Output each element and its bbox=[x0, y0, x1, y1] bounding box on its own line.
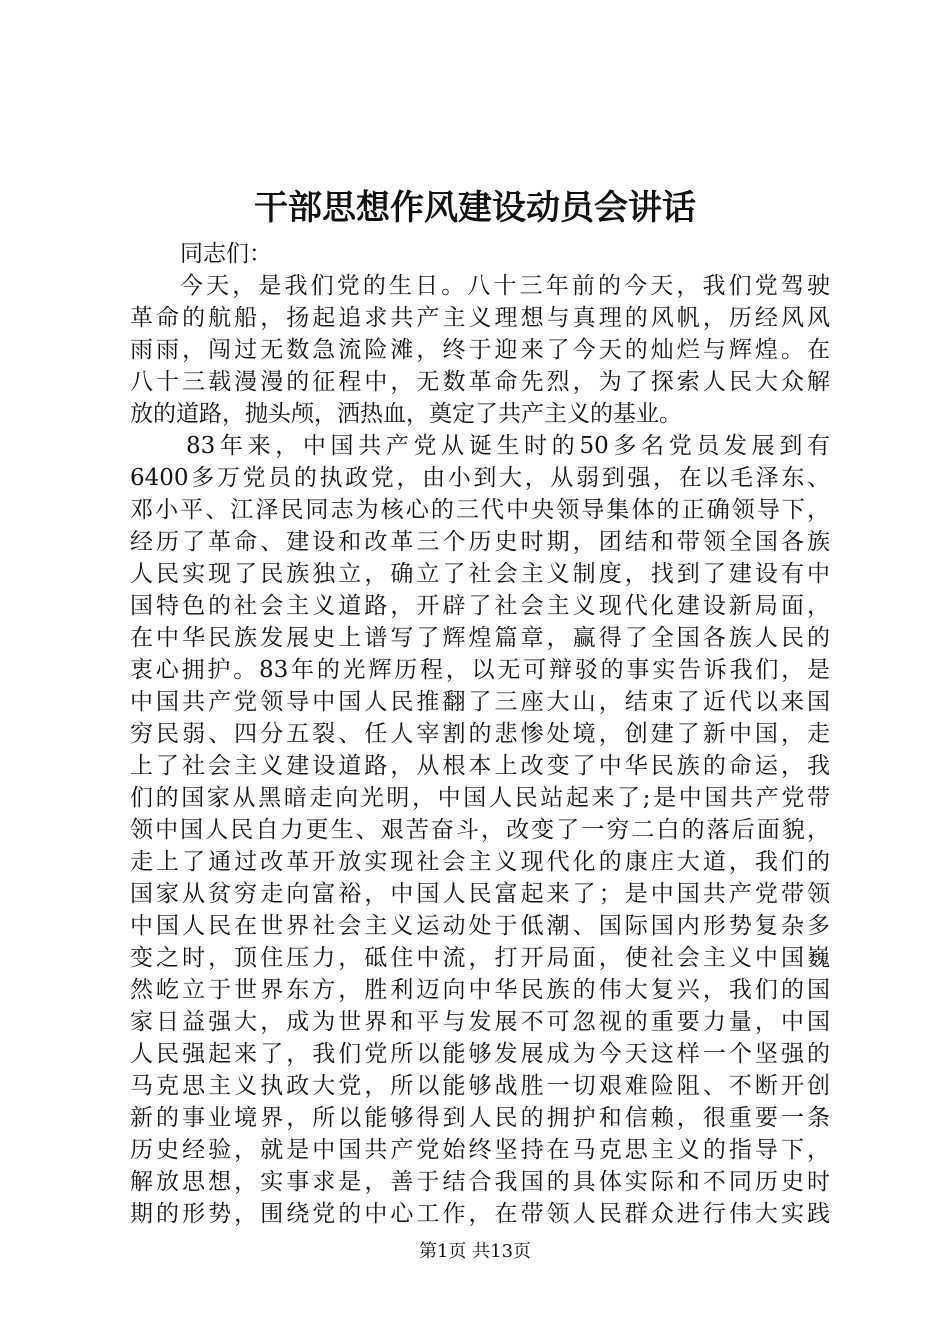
paragraph-line: 在中华民族发展史上谱写了辉煌篇章，赢得了全国各族人民的 bbox=[130, 625, 830, 651]
paragraph-line: 马克思主义执政大党，所以能够战胜一切艰难险阻、不断开创 bbox=[130, 1073, 830, 1099]
paragraph-line: 人民实现了民族独立，确立了社会主义制度，找到了建设有中 bbox=[130, 561, 830, 587]
greeting-line: 同志们： bbox=[180, 241, 272, 267]
paragraph-line: 变之时，顶住压力，砥住中流，打开局面，使社会主义中国巍 bbox=[130, 945, 830, 971]
paragraph-line: 衷心拥护。83年的光辉历程，以无可辩驳的事实告诉我们，是 bbox=[130, 657, 830, 683]
document-title: 干部思想作风建设动员会讲话 bbox=[254, 188, 696, 228]
paragraph-line: 中国共产党领导中国人民推翻了三座大山，结束了近代以来国 bbox=[130, 689, 830, 715]
paragraph-line: 历史经验，就是中国共产党始终坚持在马克思主义的指导下， bbox=[130, 1137, 830, 1163]
paragraph-line: 穷民弱、四分五裂、任人宰割的悲惨处境，创建了新中国，走 bbox=[130, 721, 830, 747]
paragraph-line: 新的事业境界，所以能够得到人民的拥护和信赖，很重要一条 bbox=[130, 1105, 830, 1131]
paragraph-line: 雨雨，闯过无数急流险滩，终于迎来了今天的灿烂与辉煌。在 bbox=[130, 337, 830, 363]
paragraph-line: 革命的航船，扬起追求共产主义理想与真理的风帆，历经风风 bbox=[130, 305, 830, 331]
paragraph-line: 上了社会主义建设道路，从根本上改变了中华民族的命运，我 bbox=[130, 753, 830, 779]
paragraph-line: 然屹立于世界东方，胜利迈向中华民族的伟大复兴，我们的国 bbox=[130, 977, 830, 1003]
paragraph-line: 今天，是我们党的生日。八十三年前的今天，我们党驾驶 bbox=[180, 273, 830, 299]
paragraph-line: 放的道路，抛头颅，洒热血，奠定了共产主义的基业。 bbox=[130, 401, 682, 427]
paragraph-line: 走上了通过改革开放实现社会主义现代化的康庄大道，我们的 bbox=[130, 849, 830, 875]
paragraph-line: 国特色的社会主义道路，开辟了社会主义现代化建设新局面， bbox=[130, 593, 830, 619]
paragraph-line: 中国人民在世界社会主义运动处于低潮、国际国内形势复杂多 bbox=[130, 913, 830, 939]
paragraph-line: 经历了革命、建设和改革三个历史时期，团结和带领全国各族 bbox=[130, 529, 830, 555]
page-number-footer: 第1页 共13页 bbox=[418, 1241, 532, 1262]
paragraph-line: 期的形势，围绕党的中心工作，在带领人民群众进行伟大实践 bbox=[130, 1201, 830, 1227]
document-body bbox=[130, 238, 830, 1230]
paragraph-line: 家日益强大，成为世界和平与发展不可忽视的重要力量，中国 bbox=[130, 1009, 830, 1035]
paragraph-line: 邓小平、江泽民同志为核心的三代中央领导集体的正确领导下， bbox=[130, 497, 830, 523]
paragraph-line: 83年来，中国共产党从诞生时的50多名党员发展到有 bbox=[186, 433, 830, 459]
paragraph-line: 人民强起来了，我们党所以能够发展成为今天这样一个坚强的 bbox=[130, 1041, 830, 1067]
paragraph-line: 八十三载漫漫的征程中，无数革命先烈，为了探索人民大众解 bbox=[130, 369, 830, 395]
paragraph-line: 领中国人民自力更生、艰苦奋斗，改变了一穷二白的落后面貌， bbox=[130, 817, 830, 843]
paragraph-line: 解放思想，实事求是，善于结合我国的具体实际和不同历史时 bbox=[130, 1169, 830, 1195]
paragraph-line: 6400多万党员的执政党，由小到大，从弱到强，在以毛泽东、 bbox=[130, 465, 830, 491]
paragraph-line: 们的国家从黑暗走向光明，中国人民站起来了;是中国共产党带 bbox=[130, 785, 830, 811]
paragraph-line: 国家从贫穷走向富裕，中国人民富起来了；是中国共产党带领 bbox=[130, 881, 830, 907]
